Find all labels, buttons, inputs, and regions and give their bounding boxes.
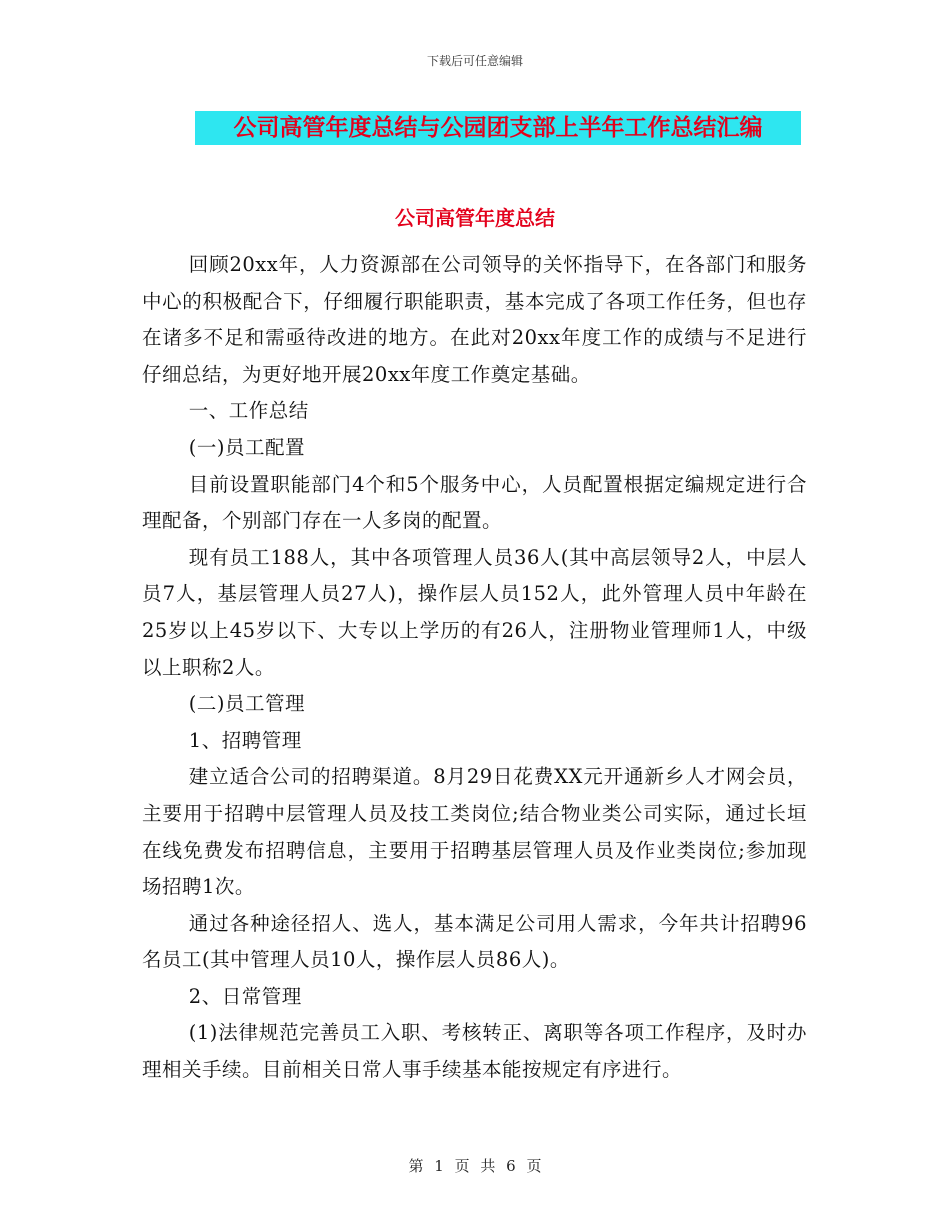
paragraph-procedures: (1)法律规范完善员工入职、考核转正、离职等各项工作程序，及时办理相关手续。目前相关日常人事手续基本能按规定有序进行。: [142, 1021, 807, 1082]
body-text: [142, 247, 807, 1089]
heading-work-summary: 一、工作总结: [188, 399, 309, 423]
document-title: 公司高管年度总结与公园团支部上半年工作总结汇编: [195, 111, 801, 145]
paragraph-recruitment-channels: 建立适合公司的招聘渠道。8月29日花费XX元开通新乡人才网会员，主要用于招聘中层管理人员及技工类岗位;结合物业类公司实际，通过长垣在线免费发布招聘信息，主要用于招聘基层管理人员及作业类岗位;参加现场招聘1次。: [142, 765, 807, 899]
header-note: 下载后可任意编辑: [426, 54, 523, 68]
paragraph-departments: 目前设置职能部门4个和5个服务中心，人员配置根据定编规定进行合理配备，个别部门存在一人多岗的配置。: [142, 472, 807, 533]
page-footer: 第 1 页 共 6 页: [408, 1157, 542, 1175]
heading-recruitment: 1、招聘管理: [188, 728, 302, 752]
paragraph-staff-count: 现有员工188人，其中各项管理人员36人(其中高层领导2人，中层人员7人，基层管理人员27人)，操作层人员152人，此外管理人员中年龄在25岁以上45岁以下、大专以上学历的有26人，注册物业管理师1人，中级以上职称2人。: [142, 545, 807, 679]
section-title: 公司高管年度总结: [395, 206, 555, 230]
paragraph-recruitment-result: 通过各种途径招人、选人，基本满足公司用人需求，今年共计招聘96名员工(其中管理人员10人，操作层人员86人)。: [142, 911, 807, 972]
paragraph-intro: 回顾20xx年，人力资源部在公司领导的关怀指导下，在各部门和服务中心的积极配合下，仔细履行职能职责，基本完成了各项工作任务，但也存在诸多不足和需亟待改进的地方。在此对20xx年度工作的成绩与不足进行仔细总结，为更好地开展20xx年度工作奠定基础。: [142, 253, 807, 386]
heading-daily-management: 2、日常管理: [188, 984, 302, 1008]
heading-staff-allocation: (一)员工配置: [188, 435, 306, 459]
heading-staff-management: (二)员工管理: [188, 692, 306, 716]
